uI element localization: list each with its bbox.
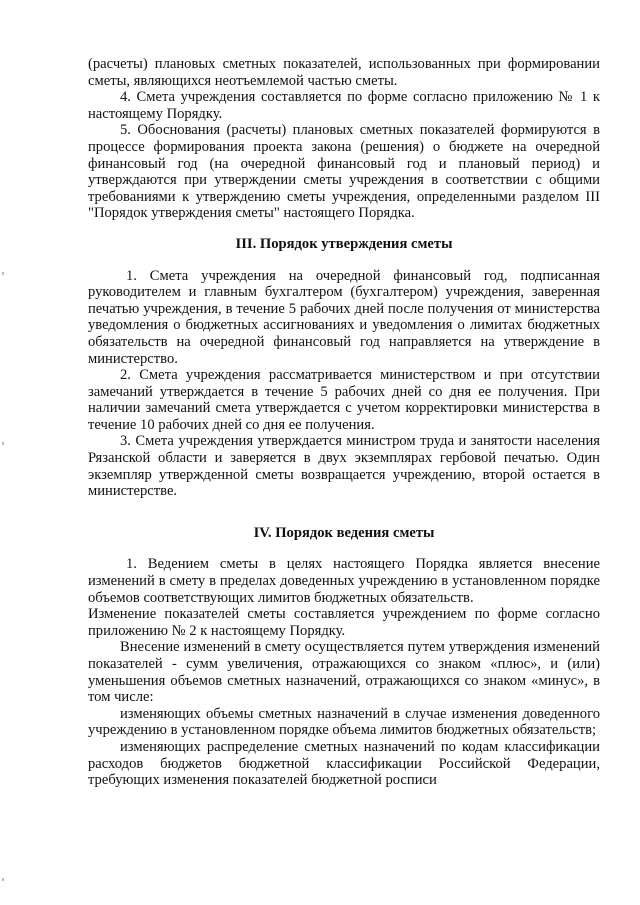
section-4-paragraph-2: Изменение показателей сметы составляется учреждением по форме согласно приложению № 2 к настоящему Порядку. xyxy=(88,606,600,639)
section-3-paragraph-2: 2. Смета учреждения рассматривается министерством и при отсутствии замечаний утверждается в течение 5 рабочих дней со дня ее получения. При наличии замечаний смета утверждается с учетом корректировки министерства в течение 10 рабочих дней со дня ее получения. xyxy=(88,367,600,433)
paragraph-item-4: 4. Смета учреждения составляется по форме согласно приложению № 1 к настоящему Порядку. xyxy=(88,89,600,122)
section-4-list-item-2: изменяющих распределение сметных назначений по кодам классификации расходов бюджетов бюджетной классификации Российской Федерации, требующих изменения показателей бюджетной росписи xyxy=(88,738,600,789)
section-4-title: IV. Порядок ведения сметы xyxy=(253,524,435,541)
section-3-title: III. Порядок утверждения сметы xyxy=(235,235,453,252)
document-body xyxy=(88,56,600,789)
scan-margin-mark xyxy=(2,878,4,881)
paragraph-continued: (расчеты) плановых сметных показателей, использованных при формировании сметы, являющихся неотъемлемой частью сметы. xyxy=(88,56,600,89)
paragraph-item-5: 5. Обоснования (расчеты) плановых сметных показателей формируются в процессе формирования проекта закона (решения) о бюджете на очередной финансовый год (на очередной финансовый год и плановый период) и утверждаются при утверждении сметы учреждения в соответствии с общими требованиями к утверждению сметы учреждения, определенными разделом III "Порядок утверждения сметы" настоящего Порядка. xyxy=(88,122,600,222)
section-4-paragraph-1: 1. Ведением сметы в целях настоящего Порядка является внесение изменений в смету в пределах доведенных учреждению в установленном порядке объемов соответствующих лимитов бюджетных обязательств. xyxy=(88,556,600,606)
section-3-paragraph-1: 1. Смета учреждения на очередной финансовый год, подписанная руководителем и главным бухгалтером (бухгалтером) учреждения, заверенная печатью учреждения, в течение 5 рабочих дней после получения от министерства уведомления о бюджетных ассигнованиях и уведомления о лимитах бюджетных обязательств на очередной финансовый год направляется на утверждение в министерство. xyxy=(88,267,600,367)
section-4-paragraph-3: Внесение изменений в смету осуществляется путем утверждения изменений показателей - сумм увеличения, отражающихся со знаком «плюс», и (или) уменьшения объемов сметных назначений, отражающихся со знаком «минус», в том числе: xyxy=(88,639,600,706)
section-4-list-item-1: изменяющих объемы сметных назначений в случае изменения доведенного учреждению в установленном порядке объема лимитов бюджетных обязательств; xyxy=(88,705,600,739)
scan-margin-mark xyxy=(2,442,4,445)
scan-margin-mark xyxy=(2,272,4,275)
section-3-paragraph-3: 3. Смета учреждения утверждается министром труда и занятости населения Рязанской области и заверяется в двух экземплярах гербовой печатью. Один экземпляр утвержденной сметы возвращается учреждению, второй остается в министерстве. xyxy=(88,433,600,500)
